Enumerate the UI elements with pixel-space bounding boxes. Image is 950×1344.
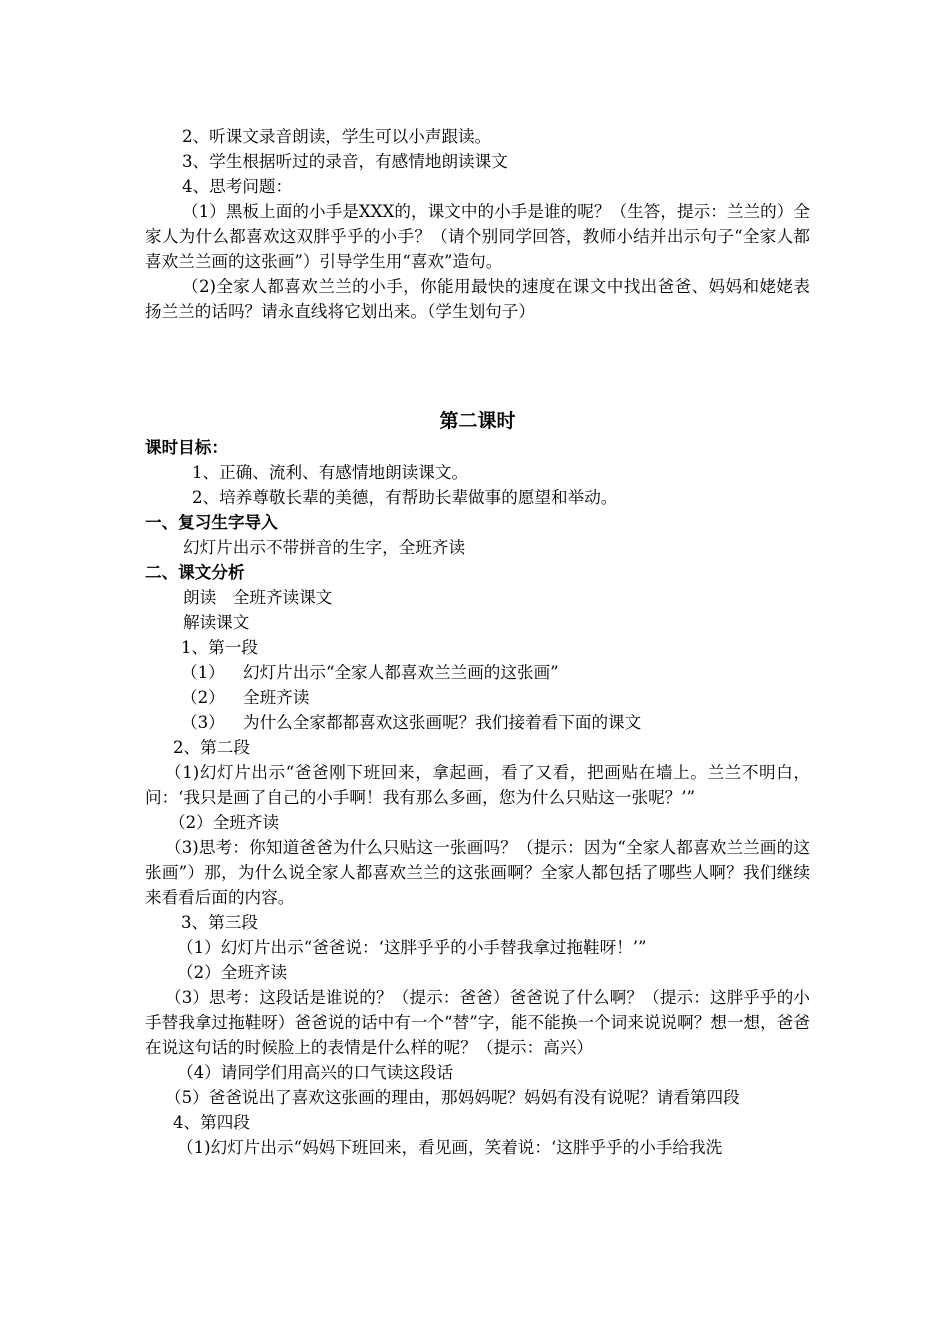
spacer xyxy=(145,324,810,408)
list-item xyxy=(145,710,810,735)
paragraph: 4、思考问题： xyxy=(182,177,293,196)
paragraph: 3、学生根据听过的录音，有感情地朗读课文 xyxy=(182,152,508,171)
section-heading: 二、课文分析 xyxy=(145,563,245,582)
paragraph: （2)全家人都喜欢兰兰的小手，你能用最快的速度在课文中找出爸爸、妈妈和姥姥表扬兰兰的话吗？请永直线将它划出来。（学生划句子） xyxy=(145,277,810,321)
item-text: 全班齐读 xyxy=(243,688,310,707)
subsection-label: 2、第二段 xyxy=(173,738,250,757)
paragraph: 2、听课文录音朗读，学生可以小声跟读。 xyxy=(182,127,492,146)
paragraph: 朗读 全班齐读课文 xyxy=(183,588,333,607)
goal-item: 1、正确、流利、有感情地朗读课文。 xyxy=(192,463,469,482)
paragraph: （3）思考：这段话是谁说的？（提示：爸爸）爸爸说了什么啊？（提示：这胖乎乎的小手替我拿过拖鞋呀）爸爸说的话中有一个“替”字，能不能换一个词来说说啊？想一想，爸爸在说这句话的时候脸上的表情是什么样的呢？（提示：高兴） xyxy=(145,988,810,1057)
item-number: （1） xyxy=(181,663,225,682)
list-item xyxy=(145,685,810,710)
item-text: 幻灯片出示“全家人都喜欢兰兰画的这张画” xyxy=(243,663,559,682)
paragraph: （2）全班齐读 xyxy=(169,813,280,832)
goal-item: 2、培养尊敬长辈的美德，有帮助长辈做事的愿望和举动。 xyxy=(192,488,618,507)
paragraph: 解读课文 xyxy=(183,613,250,632)
paragraph: （3)思考：你知道爸爸为什么只贴这一张画吗？（提示：因为“全家人都喜欢兰兰画的这张画”）那，为什么说全家人都喜欢兰兰的这张画啊？全家人都包括了哪些人啊？我们继续来看看后面的内容。 xyxy=(145,838,810,907)
list-item xyxy=(145,660,810,685)
subsection-label: 1、第一段 xyxy=(181,638,258,657)
lesson-title: 第二课时 xyxy=(439,410,516,432)
paragraph: （1）幻灯片出示“爸爸说：‘这胖乎乎的小手替我拿过拖鞋呀！’” xyxy=(177,938,647,957)
paragraph: （1)幻灯片出示“爸爸刚下班回来，拿起画，看了又看，把画贴在墙上。兰兰不明白，问：‘我只是画了自己的小手啊！我有那么多画，您为什么只贴这一张呢？’” xyxy=(145,763,810,807)
paragraph: （1)幻灯片出示“妈妈下班回来，看见画，笑着说：‘这胖乎乎的小手给我洗 xyxy=(177,1138,723,1157)
section-heading: 一、复习生字导入 xyxy=(145,513,278,532)
paragraph: （1）黑板上面的小手是XXX的，课文中的小手是谁的呢？（生答，提示：兰兰的）全家人为什么都喜欢这双胖乎乎的小手？（请个别同学回答，教师小结并出示句子“全家人都喜欢兰兰画的这张画”）引导学生用“喜欢”造句。 xyxy=(145,202,810,271)
paragraph: （2）全班齐读 xyxy=(177,963,288,982)
item-number: （3） xyxy=(181,713,225,732)
subsection-label: 4、第四段 xyxy=(173,1113,250,1132)
item-text: 为什么全家都都喜欢这张画呢？我们接着看下面的课文 xyxy=(243,713,642,732)
section-heading: 课时目标： xyxy=(145,438,228,457)
subsection-label: 3、第三段 xyxy=(181,913,258,932)
paragraph: （5）爸爸说出了喜欢这张画的理由，那妈妈呢？妈妈有没有说呢？请看第四段 xyxy=(165,1088,740,1107)
paragraph: （4）请同学们用高兴的口气读这段话 xyxy=(177,1063,454,1082)
paragraph: 幻灯片出示不带拼音的生字，全班齐读 xyxy=(183,538,466,557)
item-number: （2） xyxy=(181,688,225,707)
